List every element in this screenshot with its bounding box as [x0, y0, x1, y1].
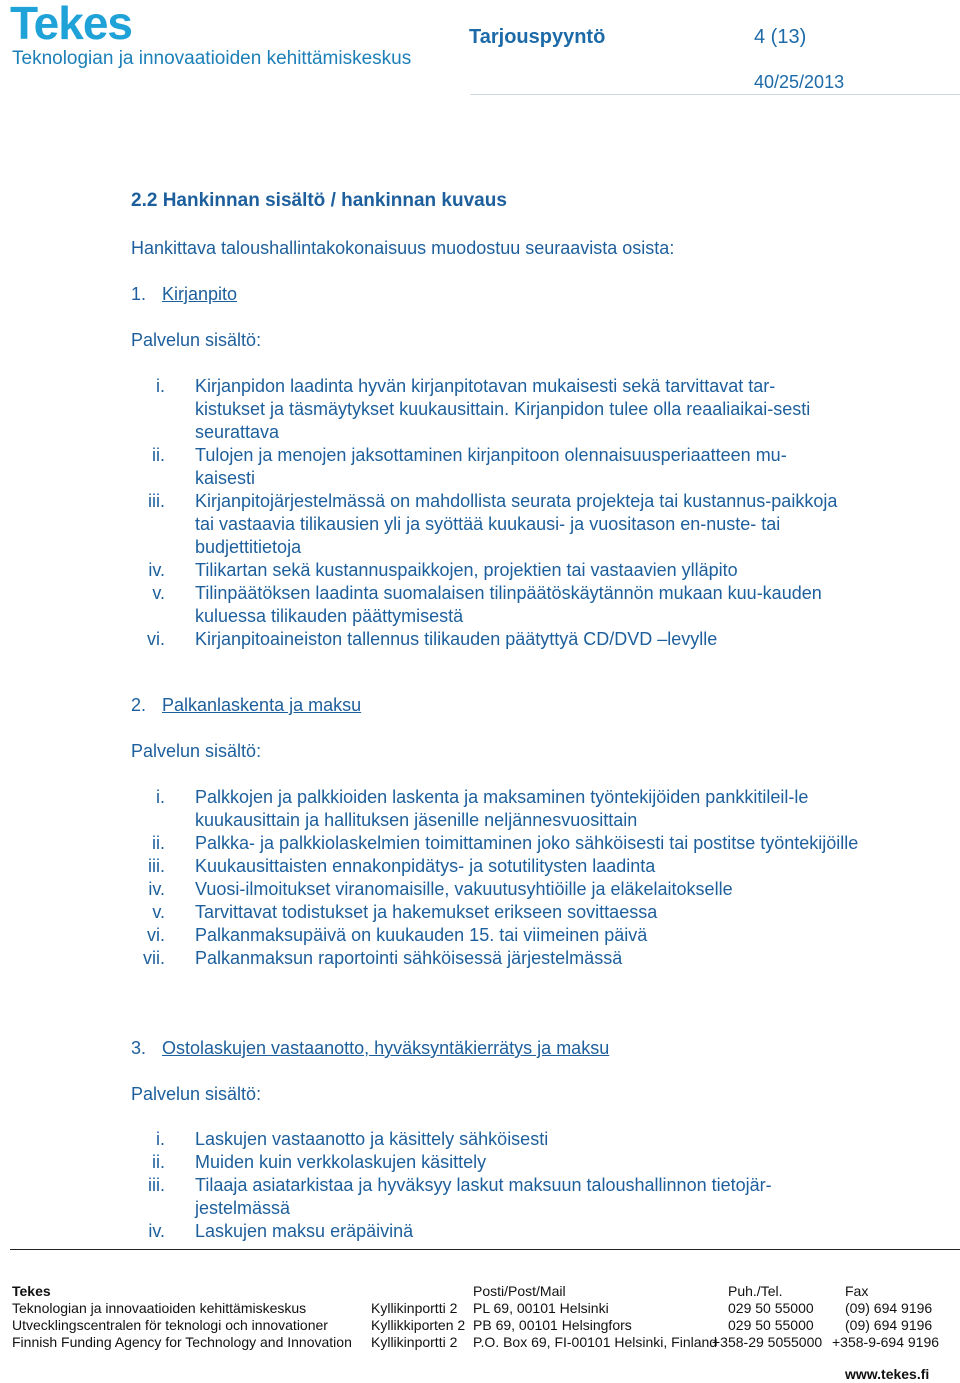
service-list-3 — [131, 1128, 841, 1243]
section-title-text: Kirjanpito — [162, 284, 238, 304]
list-item — [131, 490, 841, 559]
list-marker: iii. — [148, 1175, 165, 1195]
footer-postal-heading: Posti/Post/Mail — [473, 1283, 566, 1299]
list-item — [131, 855, 871, 878]
list-marker: iii. — [148, 856, 165, 876]
section-title-text: Ostolaskujen vastaanotto, hyväksyntäkierrätys ja maksu — [162, 1038, 610, 1058]
list-marker: vi. — [147, 629, 165, 649]
footer-street: Kyllikinportti 2 — [371, 1300, 458, 1316]
footer-postal: PB 69, 00101 Helsingfors — [473, 1317, 632, 1333]
footer-street: Kyllikkiporten 2 — [371, 1317, 466, 1333]
list-item-text: Palkanmaksupäivä on kuukauden 15. tai viimeinen päivä — [195, 925, 648, 945]
footer-phone: +358-29 5055000 — [712, 1334, 823, 1350]
list-item-text: Palkanmaksun raportointi sähköisessä järjestelmässä — [195, 948, 623, 968]
footer-fax: (09) 694 9196 — [845, 1300, 933, 1316]
page-number: 4 (13) — [754, 26, 807, 48]
service-content-label: Palvelun sisältö: — [131, 1084, 262, 1104]
list-item-text: Kirjanpitojärjestelmässä on mahdollista seurata projekteja tai kustannus-paikkoja tai vastaavia tilikausien yli ja syöttää kuukausi- ja vuositason en-nuste- tai budjettitietoja — [195, 491, 838, 557]
list-item — [131, 1174, 841, 1220]
list-item-text: Kirjanpidon laadinta hyvän kirjanpitotavan mukaisesti sekä tarvittavat tar-kistukset ja täsmäytykset kuukausittain. Kirjanpidon tulee olla reaaliaikai-sesti seurattava — [195, 376, 811, 442]
section-title-1 — [131, 283, 237, 306]
list-marker: i. — [156, 787, 165, 807]
list-marker: i. — [156, 1129, 165, 1149]
document-title: Tarjouspyyntö — [469, 26, 606, 48]
list-marker: vii. — [143, 948, 165, 968]
list-item-text: Tilinpäätöksen laadinta suomalaisen tilinpäätöskäytännön mukaan kuu-kauden kuluessa tilikauden päättymisestä — [195, 583, 822, 626]
document-date: 40/25/2013 — [754, 72, 845, 92]
list-marker: iv. — [148, 879, 165, 899]
footer-phone: 029 50 55000 — [728, 1317, 814, 1333]
service-list-1 — [131, 375, 841, 651]
footer-postal: PL 69, 00101 Helsinki — [473, 1300, 609, 1316]
footer-divider — [10, 1249, 960, 1250]
list-item-text: Tilikartan sekä kustannuspaikkojen, projektien tai vastaavien ylläpito — [195, 560, 738, 580]
section-number: 2. — [131, 695, 147, 715]
list-item-text: Palkkojen ja palkkioiden laskenta ja maksaminen työntekijöiden pankkitileil-le kuukausittain ja hallituksen jäsenille neljännesvuosittain — [195, 787, 809, 830]
list-item — [131, 832, 871, 855]
header-divider — [470, 94, 960, 95]
footer-street: Kyllikinportti 2 — [371, 1334, 458, 1350]
footer-phone: 029 50 55000 — [728, 1300, 814, 1316]
list-item — [131, 1128, 841, 1151]
list-item-text: Tarvittavat todistukset ja hakemukset erikseen sovittaessa — [195, 902, 658, 922]
list-marker: ii. — [152, 1152, 165, 1172]
list-item — [131, 375, 841, 444]
list-marker: v. — [152, 902, 165, 922]
footer-fax: +358-9-694 9196 — [832, 1334, 940, 1350]
section-heading: 2.2 Hankinnan sisältö / hankinnan kuvaus — [131, 190, 507, 211]
list-marker: ii. — [152, 445, 165, 465]
list-marker: v. — [152, 583, 165, 603]
footer-org-name: Utvecklingscentralen för teknologi och innovationer — [12, 1317, 328, 1333]
footer-postal: P.O. Box 69, FI-00101 Helsinki, Finland — [473, 1334, 718, 1350]
section-number: 1. — [131, 284, 147, 304]
organization-name: Teknologian ja innovaatioiden kehittämiskeskus — [12, 48, 412, 69]
list-item — [131, 559, 841, 582]
intro-text: Hankittava taloushallintakokonaisuus muodostuu seuraavista osista: — [131, 238, 675, 258]
list-item-text: Laskujen vastaanotto ja käsittely sähköisesti — [195, 1129, 549, 1149]
list-marker: vi. — [147, 925, 165, 945]
list-item — [131, 878, 871, 901]
list-item-text: Tulojen ja menojen jaksottaminen kirjanpitoon olennaisuusperiaatteen mu-kaisesti — [195, 445, 787, 488]
footer-fax: (09) 694 9196 — [845, 1317, 933, 1333]
list-item — [131, 444, 841, 490]
list-marker: iii. — [148, 491, 165, 511]
list-item — [131, 1151, 841, 1174]
list-item — [131, 947, 871, 970]
service-content-label: Palvelun sisältö: — [131, 741, 262, 761]
list-item-text: Muiden kuin verkkolaskujen käsittely — [195, 1152, 487, 1172]
list-item — [131, 628, 841, 651]
website-link[interactable]: www.tekes.fi — [845, 1366, 930, 1382]
service-content-label: Palvelun sisältö: — [131, 330, 262, 350]
list-item-text: Kirjanpitoaineiston tallennus tilikauden päätyttyä CD/DVD –levylle — [195, 629, 718, 649]
list-item-text: Palkka- ja palkkiolaskelmien toimittaminen joko sähköisesti tai postitse työntekijöille — [195, 833, 859, 853]
section-title-2 — [131, 694, 361, 717]
footer-org-name: Teknologian ja innovaatioiden kehittämiskeskus — [12, 1300, 307, 1316]
service-list-2 — [131, 786, 871, 970]
footer-contact-table — [12, 1283, 960, 1363]
section-title-3 — [131, 1037, 609, 1060]
list-item-text: Vuosi-ilmoitukset viranomaisille, vakuutusyhtiöille ja eläkelaitokselle — [195, 879, 733, 899]
list-item — [131, 924, 871, 947]
footer-phone-heading: Puh./Tel. — [728, 1283, 783, 1299]
list-item-text: Tilaaja asiatarkistaa ja hyväksyy laskut maksuun taloushallinnon tietojär-jestelmässä — [195, 1175, 772, 1218]
footer-org-heading: Tekes — [12, 1283, 51, 1299]
section-title-text: Palkanlaskenta ja maksu — [162, 695, 362, 715]
list-marker: iv. — [148, 560, 165, 580]
list-marker: ii. — [152, 833, 165, 853]
tekes-logo: Tekes — [10, 0, 133, 49]
list-item — [131, 582, 841, 628]
section-number: 3. — [131, 1038, 147, 1058]
list-marker: i. — [156, 376, 165, 396]
list-item — [131, 1220, 841, 1243]
list-item — [131, 786, 871, 832]
list-item-text: Laskujen maksu eräpäivinä — [195, 1221, 414, 1241]
list-item-text: Kuukausittaisten ennakonpidätys- ja sotutilitysten laadinta — [195, 856, 656, 876]
list-item — [131, 901, 871, 924]
list-marker: iv. — [148, 1221, 165, 1241]
footer-org-name: Finnish Funding Agency for Technology and Innovation — [12, 1334, 352, 1350]
footer-fax-heading: Fax — [845, 1283, 869, 1299]
